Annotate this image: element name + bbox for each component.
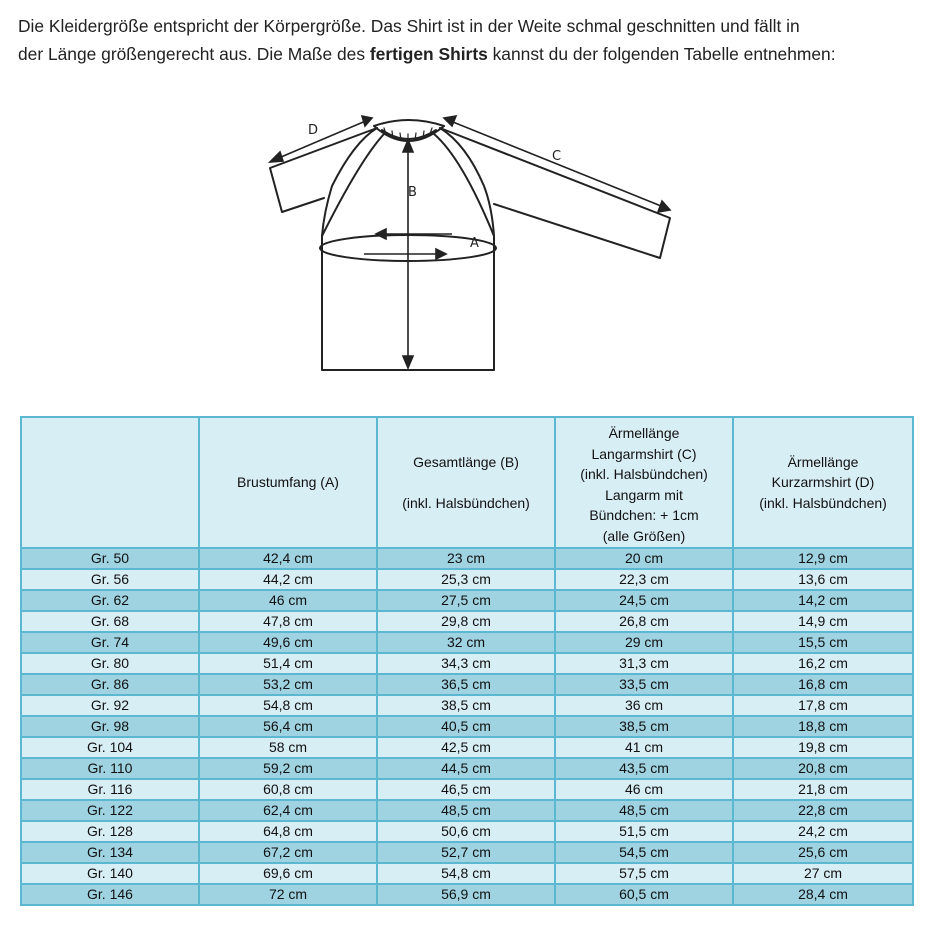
cell-length: 46,5 cm — [377, 779, 555, 800]
cell-short-sleeve: 22,8 cm — [733, 800, 913, 821]
cell-length: 29,8 cm — [377, 611, 555, 632]
cell-short-sleeve: 14,2 cm — [733, 590, 913, 611]
table-row — [21, 737, 913, 758]
cell-long-sleeve: 54,5 cm — [555, 842, 733, 863]
table-row — [21, 779, 913, 800]
cell-short-sleeve: 14,9 cm — [733, 611, 913, 632]
cell-chest: 49,6 cm — [199, 632, 377, 653]
cell-size: Gr. 98 — [21, 716, 199, 737]
table-row — [21, 800, 913, 821]
cell-size: Gr. 104 — [21, 737, 199, 758]
header-line: Ärmellänge — [787, 453, 859, 470]
header-line — [22, 472, 198, 493]
cell-length: 38,5 cm — [377, 695, 555, 716]
table-row — [21, 590, 913, 611]
table-row — [21, 884, 913, 905]
size-table — [20, 416, 914, 906]
cell-size: Gr. 50 — [21, 548, 199, 569]
cell-chest: 58 cm — [199, 737, 377, 758]
header-long-sleeve — [555, 417, 733, 548]
cell-length: 32 cm — [377, 632, 555, 653]
intro-line-2-start: der Länge größengerecht aus. Die Maße des — [18, 44, 370, 64]
cell-long-sleeve: 31,3 cm — [555, 653, 733, 674]
header-line: Brustumfang (A) — [237, 474, 339, 491]
table-row — [21, 695, 913, 716]
shirt-sketch-icon — [262, 112, 682, 374]
cell-long-sleeve: 41 cm — [555, 737, 733, 758]
cell-long-sleeve: 51,5 cm — [555, 821, 733, 842]
table-header-row — [21, 417, 913, 548]
cell-chest: 46 cm — [199, 590, 377, 611]
label-d: D — [308, 123, 319, 138]
header-line: Kurzarmshirt (D) — [771, 474, 875, 491]
intro-line-2-end: kannst du der folgenden Tabelle entnehmen: — [487, 44, 836, 64]
cell-short-sleeve: 18,8 cm — [733, 716, 913, 737]
cell-long-sleeve: 57,5 cm — [555, 863, 733, 884]
header-line: (inkl. Halsbündchen) — [580, 466, 708, 482]
cell-length: 36,5 cm — [377, 674, 555, 695]
cell-size: Gr. 116 — [21, 779, 199, 800]
cell-long-sleeve: 36 cm — [555, 695, 733, 716]
cell-length: 54,8 cm — [377, 863, 555, 884]
cell-long-sleeve: 48,5 cm — [555, 800, 733, 821]
cell-long-sleeve: 33,5 cm — [555, 674, 733, 695]
cell-chest: 69,6 cm — [199, 863, 377, 884]
cell-size: Gr. 86 — [21, 674, 199, 695]
table-row — [21, 632, 913, 653]
header-line: (inkl. Halsbündchen) — [402, 494, 530, 511]
cell-chest: 44,2 cm — [199, 569, 377, 590]
cell-chest: 72 cm — [199, 884, 377, 905]
cell-short-sleeve: 16,8 cm — [733, 674, 913, 695]
table-row — [21, 611, 913, 632]
cell-length: 42,5 cm — [377, 737, 555, 758]
cell-size: Gr. 134 — [21, 842, 199, 863]
cell-long-sleeve: 22,3 cm — [555, 569, 733, 590]
cell-chest: 47,8 cm — [199, 611, 377, 632]
cell-long-sleeve: 38,5 cm — [555, 716, 733, 737]
cell-short-sleeve: 21,8 cm — [733, 779, 913, 800]
header-line: Gesamtlänge (B) — [413, 453, 519, 470]
cell-size: Gr. 122 — [21, 800, 199, 821]
cell-length: 50,6 cm — [377, 821, 555, 842]
intro-line-1: Die Kleidergröße entspricht der Körpergröße. Das Shirt ist in der Weite schmal geschnitten und fällt in — [18, 16, 800, 36]
cell-short-sleeve: 20,8 cm — [733, 758, 913, 779]
cell-chest: 62,4 cm — [199, 800, 377, 821]
table-row — [21, 716, 913, 737]
cell-chest: 53,2 cm — [199, 674, 377, 695]
cell-chest: 54,8 cm — [199, 695, 377, 716]
cell-size: Gr. 110 — [21, 758, 199, 779]
cell-long-sleeve: 29 cm — [555, 632, 733, 653]
cell-long-sleeve: 20 cm — [555, 548, 733, 569]
header-short-sleeve — [733, 417, 913, 548]
cell-chest: 64,8 cm — [199, 821, 377, 842]
cell-size: Gr. 62 — [21, 590, 199, 611]
cell-short-sleeve: 17,8 cm — [733, 695, 913, 716]
cell-length: 34,3 cm — [377, 653, 555, 674]
cell-length: 25,3 cm — [377, 569, 555, 590]
cell-short-sleeve: 16,2 cm — [733, 653, 913, 674]
cell-chest: 42,4 cm — [199, 548, 377, 569]
label-a: A — [470, 236, 479, 251]
header-line: Bündchen: + 1cm — [589, 507, 699, 523]
cell-short-sleeve: 13,6 cm — [733, 569, 913, 590]
cell-chest: 60,8 cm — [199, 779, 377, 800]
intro-bold-phrase: fertigen Shirts — [369, 44, 488, 64]
cell-short-sleeve: 27 cm — [733, 863, 913, 884]
shirt-diagram — [262, 112, 682, 374]
cell-length: 48,5 cm — [377, 800, 555, 821]
cell-size: Gr. 128 — [21, 821, 199, 842]
cell-size: Gr. 140 — [21, 863, 199, 884]
cell-chest: 51,4 cm — [199, 653, 377, 674]
cell-size: Gr. 92 — [21, 695, 199, 716]
cell-short-sleeve: 28,4 cm — [733, 884, 913, 905]
cell-length: 52,7 cm — [377, 842, 555, 863]
table-row — [21, 758, 913, 779]
cell-short-sleeve: 12,9 cm — [733, 548, 913, 569]
cell-long-sleeve: 43,5 cm — [555, 758, 733, 779]
cell-size: Gr. 80 — [21, 653, 199, 674]
cell-size: Gr. 74 — [21, 632, 199, 653]
cell-long-sleeve: 26,8 cm — [555, 611, 733, 632]
cell-size: Gr. 146 — [21, 884, 199, 905]
cell-short-sleeve: 15,5 cm — [733, 632, 913, 653]
label-b: B — [408, 185, 417, 200]
cell-length: 56,9 cm — [377, 884, 555, 905]
cell-long-sleeve: 46 cm — [555, 779, 733, 800]
cell-chest: 67,2 cm — [199, 842, 377, 863]
table-row — [21, 863, 913, 884]
header-line — [378, 472, 554, 493]
header-line: (inkl. Halsbündchen) — [759, 494, 887, 511]
cell-long-sleeve: 24,5 cm — [555, 590, 733, 611]
table-row — [21, 674, 913, 695]
label-c: C — [552, 149, 562, 164]
cell-length: 27,5 cm — [377, 590, 555, 611]
cell-short-sleeve: 19,8 cm — [733, 737, 913, 758]
cell-chest: 59,2 cm — [199, 758, 377, 779]
header-length — [377, 417, 555, 548]
intro-text — [18, 12, 918, 68]
table-row — [21, 569, 913, 590]
header-line: Ärmellänge — [608, 425, 680, 441]
cell-short-sleeve: 24,2 cm — [733, 821, 913, 842]
table-row — [21, 548, 913, 569]
table-row — [21, 653, 913, 674]
cell-size: Gr. 56 — [21, 569, 199, 590]
table-row — [21, 821, 913, 842]
header-line: Langarm mit — [605, 486, 683, 503]
cell-length: 44,5 cm — [377, 758, 555, 779]
table-body — [21, 548, 913, 905]
header-size — [21, 417, 199, 548]
table-row — [21, 842, 913, 863]
cell-chest: 56,4 cm — [199, 716, 377, 737]
header-chest — [199, 417, 377, 548]
cell-long-sleeve: 60,5 cm — [555, 884, 733, 905]
cell-length: 23 cm — [377, 548, 555, 569]
intro-line-2 — [18, 40, 918, 68]
cell-length: 40,5 cm — [377, 716, 555, 737]
cell-short-sleeve: 25,6 cm — [733, 842, 913, 863]
header-line: Langarmshirt (C) — [591, 445, 697, 462]
cell-size: Gr. 68 — [21, 611, 199, 632]
header-line: (alle Größen) — [602, 527, 686, 544]
